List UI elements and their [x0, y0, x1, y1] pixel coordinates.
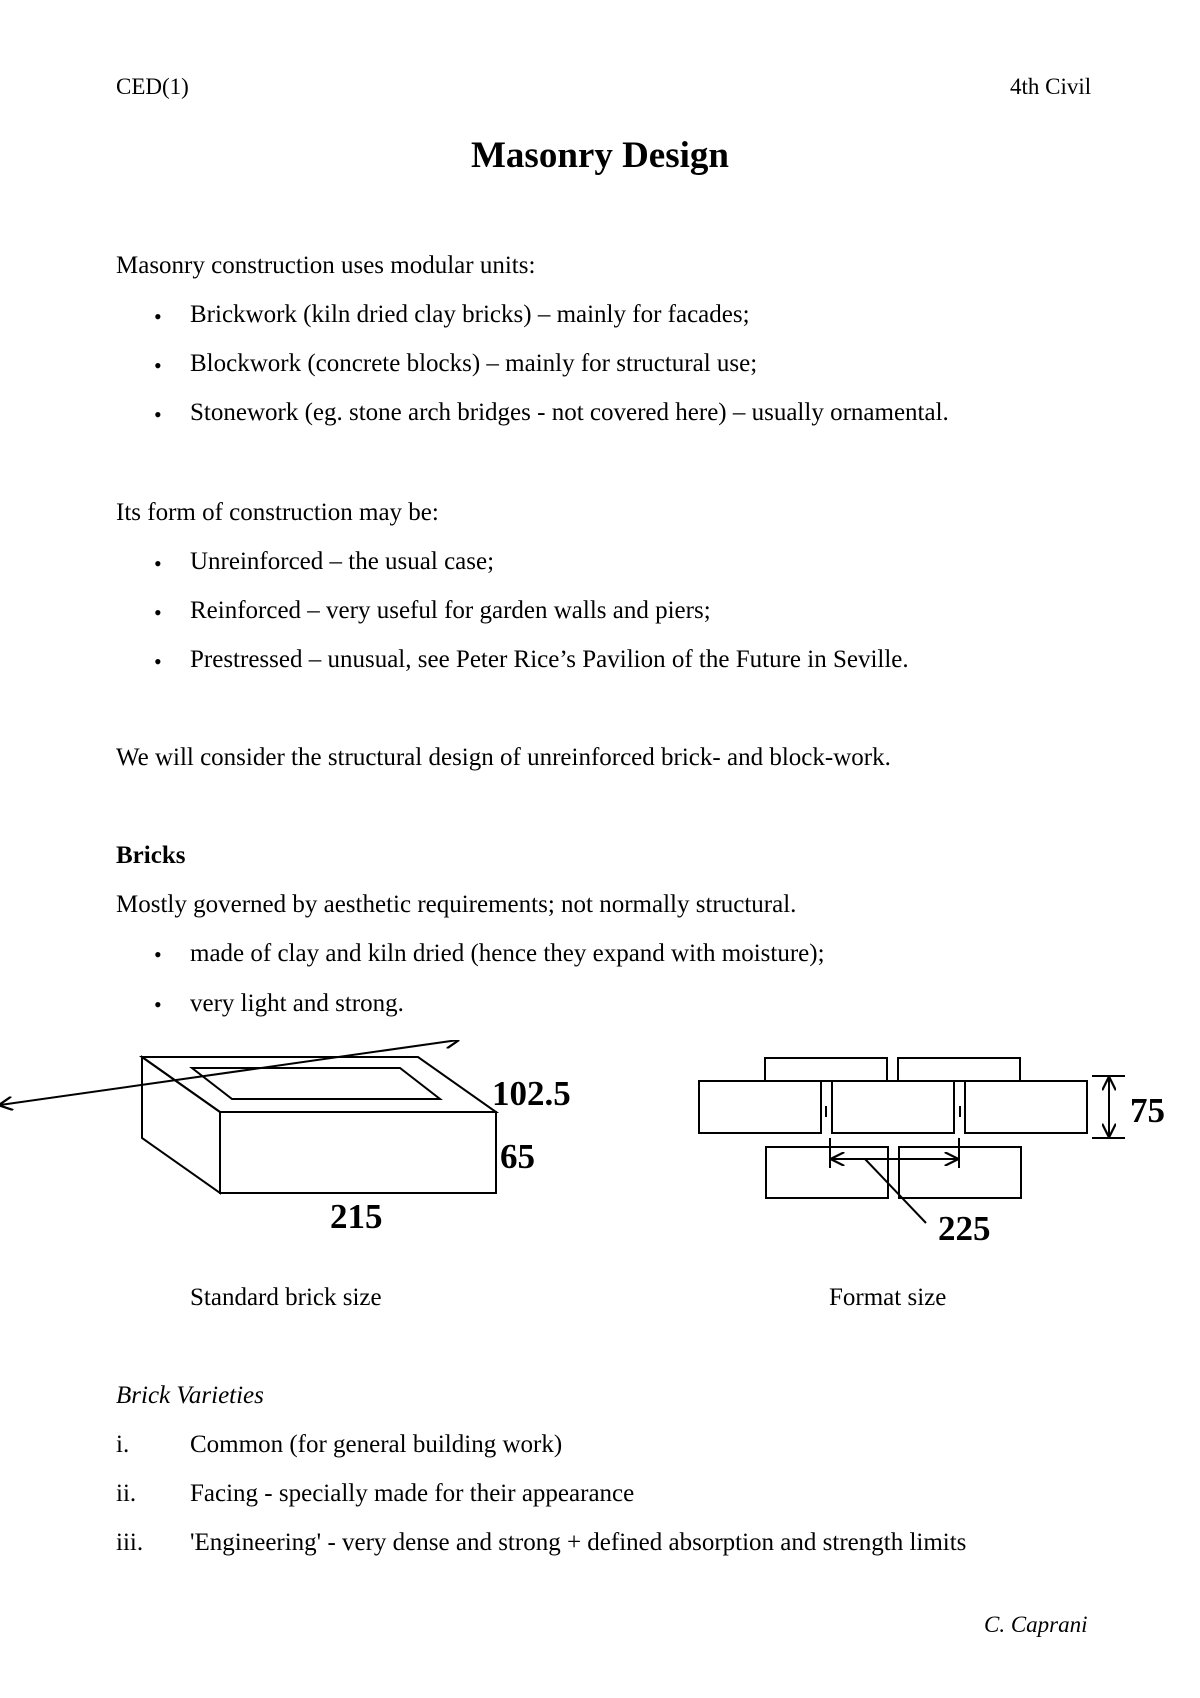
bricks-heading: Bricks: [116, 842, 186, 869]
variety-number: i.: [116, 1431, 130, 1458]
variety-number: ii.: [116, 1480, 137, 1507]
form-item: Prestressed – unusual, see Peter Rice’s Pavilion of the Future in Seville.: [190, 646, 909, 673]
dim-height: 65: [500, 1137, 535, 1176]
bricks-item: made of clay and kiln dried (hence they expand with moisture);: [190, 940, 825, 967]
dim-width: 102.5: [492, 1074, 571, 1113]
bullet-icon: •: [154, 304, 162, 329]
header-left: CED(1): [116, 74, 189, 99]
format-dim-length: 225: [938, 1209, 991, 1248]
intro-item: Brickwork (kiln dried clay bricks) – mainly for facades;: [190, 301, 750, 328]
intro-lead: Masonry construction uses modular units:: [116, 252, 536, 279]
format-dim-height: 75: [1130, 1091, 1165, 1130]
variety-number: iii.: [116, 1529, 144, 1556]
varieties-heading: Brick Varieties: [116, 1382, 264, 1409]
brick-top-left: [765, 1058, 887, 1081]
width-dimension-arrow: [0, 1040, 458, 1105]
bullet-icon: •: [154, 402, 162, 427]
footer-author: C. Caprani: [984, 1612, 1088, 1637]
brick-side-face: [142, 1057, 220, 1193]
form-item: Unreinforced – the usual case;: [190, 548, 495, 575]
bricks-item: very light and strong.: [190, 990, 404, 1017]
format-brick-drawing: [699, 1058, 1125, 1198]
brick-top-right: [898, 1058, 1020, 1081]
bullet-icon: •: [154, 353, 162, 378]
bricks-lead: Mostly governed by aesthetic requirements; not normally structural.: [116, 891, 797, 918]
bullet-icon: •: [154, 551, 162, 576]
brick-top-face: [142, 1057, 496, 1112]
format-leader-line: [865, 1159, 926, 1223]
brick-bottom-left: [766, 1147, 888, 1198]
intro-item: Stonework (eg. stone arch bridges - not covered here) – usually ornamental.: [190, 399, 949, 426]
header-right: 4th Civil: [1010, 74, 1092, 99]
bullet-icon: •: [154, 992, 162, 1017]
form-lead: Its form of construction may be:: [116, 499, 439, 526]
page-title: Masonry Design: [471, 135, 729, 176]
brick-figures: [0, 1040, 1200, 1270]
form-item: Reinforced – very useful for garden walls and piers;: [190, 597, 711, 624]
brick-front-face: [220, 1112, 496, 1193]
bullet-icon: •: [154, 942, 162, 967]
brick-mid-center: [832, 1081, 954, 1133]
format-caption: Format size: [829, 1284, 947, 1311]
bullet-icon: •: [154, 600, 162, 625]
consider-text: We will consider the structural design of unreinforced brick- and block-work.: [116, 744, 891, 771]
intro-item: Blockwork (concrete blocks) – mainly for structural use;: [190, 350, 758, 377]
variety-text: Common (for general building work): [190, 1431, 563, 1458]
variety-text: Facing - specially made for their appearance: [190, 1480, 635, 1507]
brick-mid-left: [699, 1081, 821, 1133]
variety-text: 'Engineering' - very dense and strong + defined absorption and strength limits: [190, 1529, 967, 1556]
brick-mid-right: [965, 1081, 1087, 1133]
dim-length: 215: [330, 1197, 383, 1236]
bullet-icon: •: [154, 649, 162, 674]
standard-caption: Standard brick size: [190, 1284, 382, 1311]
